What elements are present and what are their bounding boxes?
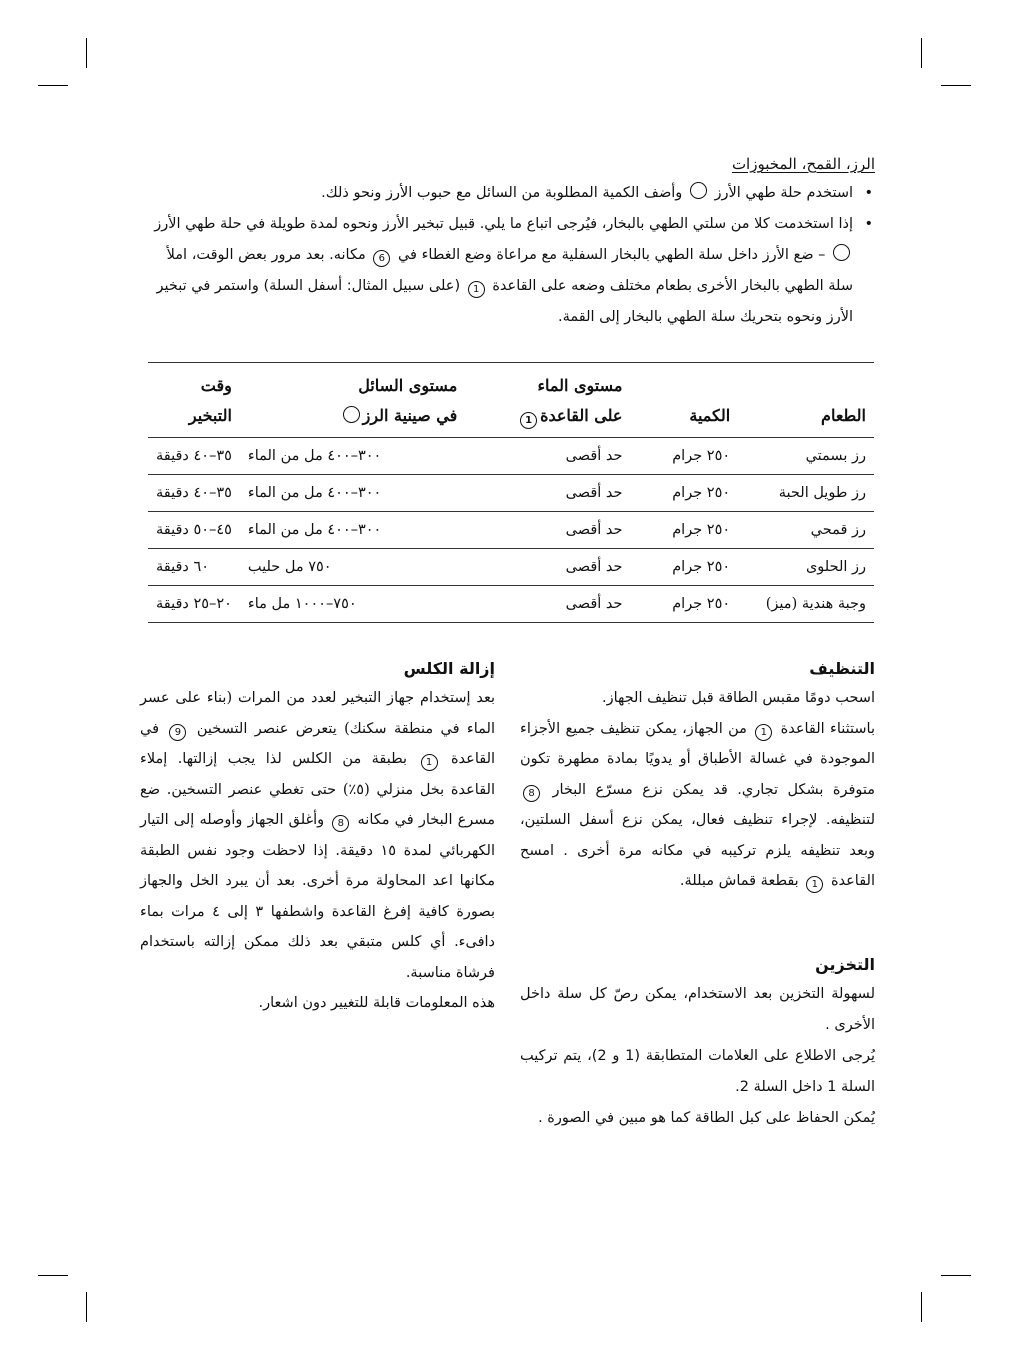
cell-food: رز قمحي bbox=[738, 512, 874, 549]
cell-time: ٢٠–٢٥ دقيقة bbox=[148, 586, 240, 623]
storage-text: يُرجى الاطلاع على العلامات المتطابقة (1 و 2)، يتم تركيب السلة 1 داخل السلة 2. bbox=[520, 1047, 875, 1095]
crop-mark bbox=[38, 1275, 68, 1276]
descaling-text: وأغلق الجهاز وأوصله إلى التيار الكهربائي لمدة ١٥ دقيقة. إذا لاحظت وجود نفس الطبقة مكانها اعد المحاولة مرة أخرى. بعد أن يبرد الخل والجهاز بصورة كافية إفرغ القاعدة واشطفها ٣ إلى ٤ مرات بماء دافىء. أي كلس متبقي بعد ذلك ممكن إزالته باستخدام فرشاة مناسبة. bbox=[140, 812, 495, 981]
header-liquid-level bbox=[240, 363, 465, 438]
storage-section bbox=[520, 951, 875, 1134]
cell-liquid: ٣٠٠–٤٠٠ مل من الماء bbox=[240, 475, 465, 512]
header-line: على القاعدة bbox=[540, 406, 623, 425]
instructions-list bbox=[140, 178, 875, 333]
steaming-table bbox=[148, 362, 874, 623]
cell-liquid: ٣٠٠–٤٠٠ مل من الماء bbox=[240, 512, 465, 549]
bullet-text: مكانه. بعد مرور بعض الوقت، املأ سلة الطهي بالبخار الأخرى بطعام مختلف وضعه على القاعدة bbox=[166, 247, 853, 294]
storage-text: . bbox=[538, 1109, 543, 1126]
header-line: مستوى الماء bbox=[537, 376, 623, 395]
descaling-text: بطبقة من الكلس لذا يجب إزالتها. إملاء القاعدة بخل منزلي (٥٪) حتى تغطي عنصر التسخين. ضع مسرع البخار في مكانه bbox=[140, 751, 495, 828]
rice-bowl-icon bbox=[343, 406, 360, 423]
cell-time: ٤٥–٥٠ دقيقة bbox=[148, 512, 240, 549]
cell-food: رز طويل الحبة bbox=[738, 475, 874, 512]
rice-bowl-icon bbox=[690, 182, 707, 199]
part-number-1-icon: 1 bbox=[421, 754, 438, 771]
rice-bowl-icon bbox=[833, 244, 850, 261]
crop-mark bbox=[86, 38, 87, 68]
cleaning-text: من الجهاز، يمكن تنظيف جميع الأجزاء الموجودة في غسالة الأطباق أو يدويًا بمادة مطهرة تكون متوفرة بشكل تجاري. قد يمكن نزع مسرّع البخار bbox=[520, 720, 876, 798]
table-row bbox=[148, 438, 874, 475]
cell-quantity: ٢٥٠ جرام bbox=[630, 438, 738, 475]
cell-liquid: ٧٥٠ مل حليب bbox=[240, 549, 465, 586]
cell-food: رز بسمتي bbox=[738, 438, 874, 475]
cell-water: حد أقصى bbox=[465, 549, 630, 586]
cell-quantity: ٢٥٠ جرام bbox=[630, 475, 738, 512]
cell-water: حد أقصى bbox=[465, 475, 630, 512]
list-item bbox=[140, 209, 875, 333]
part-number-8-icon: 8 bbox=[332, 815, 349, 832]
cleaning-text: اسحب دومًا مقبس الطاقة قبل تنظيف الجهاز. bbox=[601, 690, 875, 706]
part-number-1-icon: 1 bbox=[755, 724, 772, 741]
cleaning-text: لتنظيفه. لإجراء تنظيف فعال، يمكن نزع أسفل السلتين، وبعد تنظيفه يلزم تركيبه في مكانه مرة أخرى bbox=[520, 812, 876, 859]
cleaning-text: باستثناء القاعدة bbox=[780, 720, 875, 737]
crop-mark bbox=[86, 1292, 87, 1322]
cell-time: ٣٥–٤٠ دقيقة bbox=[148, 475, 240, 512]
header-water-level bbox=[465, 363, 630, 438]
cell-time: ٣٥–٤٠ دقيقة bbox=[148, 438, 240, 475]
table-row bbox=[148, 512, 874, 549]
table-row bbox=[148, 475, 874, 512]
cell-water: حد أقصى bbox=[465, 438, 630, 475]
storage-text: لسهولة التخزين بعد الاستخدام، يمكن رصّ كل سلة داخل الأخرى bbox=[520, 985, 875, 1033]
cleaning-paragraph bbox=[520, 683, 875, 897]
crop-mark bbox=[921, 1292, 922, 1322]
cell-water: حد أقصى bbox=[465, 586, 630, 623]
descaling-heading: إزالة الكلس bbox=[403, 659, 495, 678]
storage-heading: التخزين bbox=[815, 954, 875, 974]
crop-mark bbox=[941, 85, 971, 86]
bullet-text: استخدم حلة طهي الأرز bbox=[714, 185, 853, 201]
cell-time: ٦٠ دقيقة bbox=[148, 549, 240, 586]
cell-water: حد أقصى bbox=[465, 512, 630, 549]
crop-mark bbox=[941, 1275, 971, 1276]
cleaning-text: بقطعة قماش مبللة. bbox=[679, 873, 799, 889]
storage-text: يُمكن الحفاظ على كبل الطاقة كما هو مبين في الصورة bbox=[547, 1109, 875, 1126]
page-content bbox=[140, 150, 876, 1126]
descaling-text: في القاعدة bbox=[140, 720, 496, 767]
table-row bbox=[148, 549, 874, 586]
crop-mark bbox=[921, 38, 922, 68]
header-food: الطعام bbox=[738, 363, 874, 438]
header-line: في صينية الرز bbox=[362, 406, 458, 425]
cell-quantity: ٢٥٠ جرام bbox=[630, 586, 738, 623]
cell-liquid: ٣٠٠–٤٠٠ مل من الماء bbox=[240, 438, 465, 475]
list-item bbox=[140, 178, 875, 209]
column-descaling bbox=[140, 655, 495, 1019]
section-title-rice: الرز، القمح، المخبوزات bbox=[731, 155, 875, 173]
bullet-text: (على سبيل المثال: أسفل السلة) واستمر في تبخير الأرز ونحوه بتحريك سلة الطهي بالبخار إلى القمة. bbox=[156, 278, 853, 325]
cleaning-heading: التنظيف bbox=[809, 659, 875, 678]
table-header-row bbox=[148, 363, 874, 438]
storage-paragraph bbox=[520, 979, 875, 1134]
cell-quantity: ٢٥٠ جرام bbox=[630, 549, 738, 586]
descaling-paragraph bbox=[140, 683, 495, 988]
cleaning-text: . امسح القاعدة bbox=[520, 842, 875, 889]
storage-text: . bbox=[825, 1016, 830, 1033]
table-row bbox=[148, 586, 874, 623]
cell-quantity: ٢٥٠ جرام bbox=[630, 512, 738, 549]
header-line: مستوى السائل bbox=[358, 376, 458, 395]
part-number-8-icon: 8 bbox=[523, 785, 540, 802]
part-number-1-icon: 1 bbox=[520, 412, 537, 429]
header-quantity: الكمية bbox=[630, 363, 738, 438]
header-steam-time: وقت التبخير bbox=[148, 363, 240, 438]
disclaimer-note: هذه المعلومات قابلة للتغيير دون اشعار. bbox=[258, 995, 495, 1011]
bullet-text: وأضف الكمية المطلوبة من السائل مع حبوب الأرز ونحو ذلك. bbox=[321, 185, 683, 201]
part-number-1-icon: 1 bbox=[468, 281, 485, 298]
cell-food: رز الحلوى bbox=[738, 549, 874, 586]
part-number-9-icon: 9 bbox=[169, 724, 186, 741]
bullet-text: إذا استخدمت كلا من سلتي الطهي بالبخار، فيُرجى اتباع ما يلي. قبيل تبخير الأرز ونحوه لمدة طويلة في حلة طهي الأرز bbox=[154, 216, 853, 232]
column-cleaning-storage bbox=[520, 655, 875, 1134]
cell-food: وجبة هندية (ميز) bbox=[738, 586, 874, 623]
descaling-text: بعد إستخدام جهاز التبخير لعدد من المرات (بناء على عسر الماء في منطقة سكنك) يتعرض عنصر التسخين bbox=[140, 690, 495, 737]
part-number-1-icon: 1 bbox=[806, 876, 823, 893]
cell-liquid: ٧٥٠–١٠٠٠ مل ماء bbox=[240, 586, 465, 623]
bullet-text: – ضع الأرز داخل سلة الطهي بالبخار السفلية مع مراعاة وضع الغطاء في bbox=[397, 247, 826, 263]
crop-mark bbox=[38, 85, 68, 86]
part-number-6-icon: 6 bbox=[373, 250, 390, 267]
